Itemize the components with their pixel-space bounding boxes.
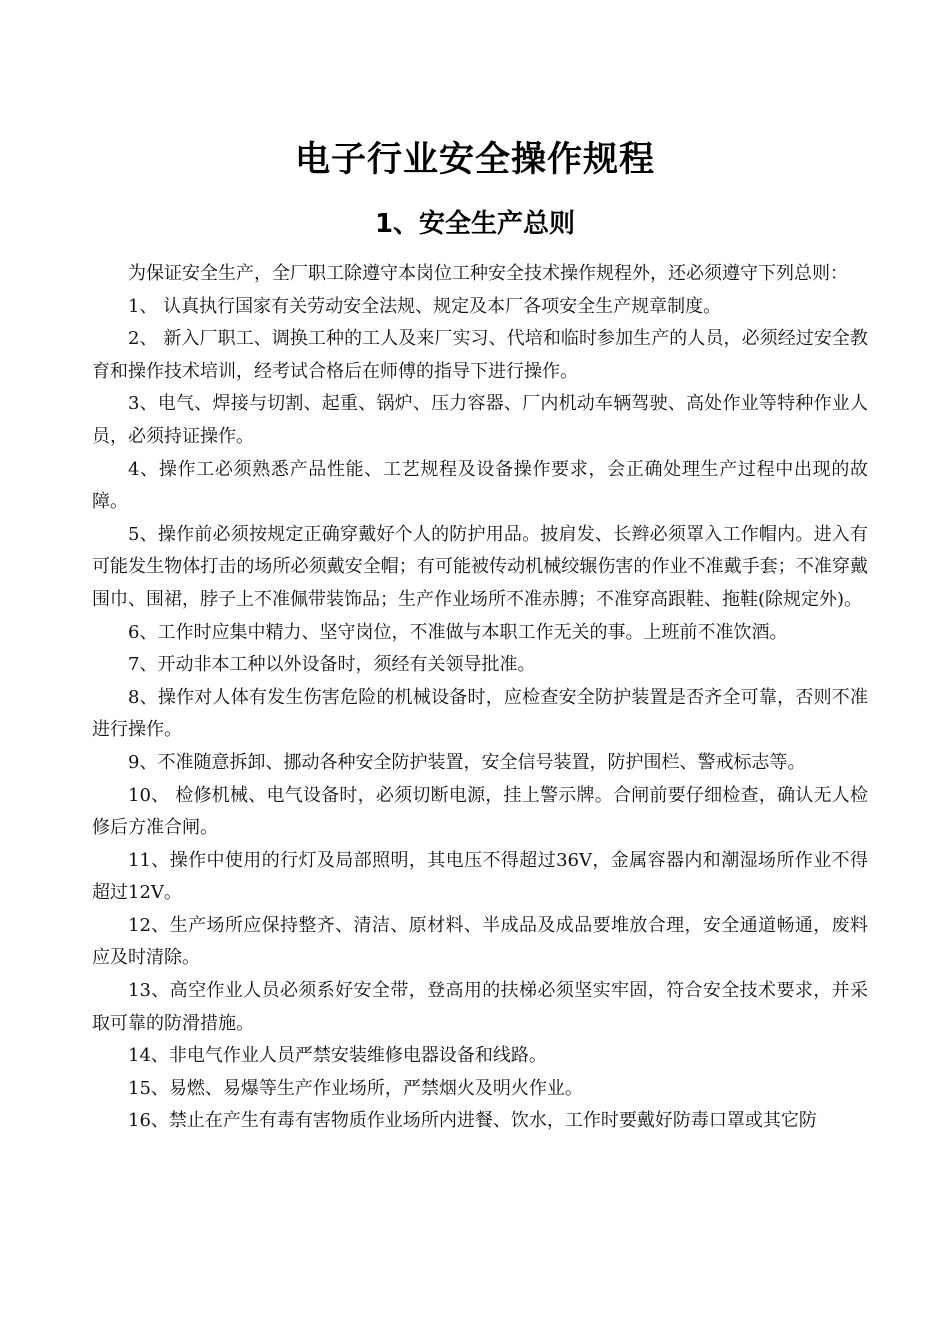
rule-item: 2、 新入厂职工、调换工种的工人及来厂实习、代培和临时参加生产的人员，必须经过安全教育和操作技术培训，经考试合格后在师傅的指导下进行操作。 <box>92 328 868 382</box>
rule-item: 12、生产场所应保持整齐、清洁、原材料、半成品及成品要堆放合理，安全通道畅通，废料应及时清除。 <box>92 914 868 969</box>
document-body <box>92 258 868 1138</box>
rule-item: 7、开动非本工种以外设备时，须经有关领导批准。 <box>128 654 536 676</box>
rule-item: 4、操作工必须熟悉产品性能、工艺规程及设备操作要求，会正确处理生产过程中出现的故障。 <box>92 458 868 513</box>
rule-item: 15、易燃、易爆等生产作业场所，严禁烟火及明火作业。 <box>128 1077 583 1099</box>
rule-item: 1、 认真执行国家有关劳动安全法规、规定及本厂各项安全生产规章制度。 <box>128 295 722 317</box>
document-title: 电子行业安全操作规程 <box>294 140 655 180</box>
rule-item: 9、不准随意拆卸、挪动各种安全防护装置，安全信号装置，防护围栏、警戒标志等。 <box>128 751 806 773</box>
rule-item: 11、操作中使用的行灯及局部照明，其电压不得超过36V，金属容器内和潮湿场所作业不得超过12V。 <box>92 849 868 904</box>
section-heading: 1、安全生产总则 <box>374 209 576 239</box>
rule-item: 13、高空作业人员必须系好安全带，登高用的扶梯必须坚实牢固，符合安全技术要求，并采取可靠的防滑措施。 <box>92 980 868 1034</box>
rule-item: 16、禁止在产生有毒有害物质作业场所内进餐、饮水，工作时要戴好防毒口罩或其它防 <box>128 1110 817 1132</box>
intro-paragraph: 为保证安全生产，全厂职工除遵守本岗位工种安全技术操作规程外，还必须遵守下列总则： <box>128 263 848 284</box>
rule-item: 3、电气、焊接与切割、起重、锅炉、压力容器、厂内机动车辆驾驶、高处作业等特种作业人员，必须持证操作。 <box>92 393 868 447</box>
rule-item: 14、非电气作业人员严禁安装维修电器设备和线路。 <box>128 1045 547 1067</box>
rule-item: 5、操作前必须按规定正确穿戴好个人的防护用品。披肩发、长辫必须罩入工作帽内。进入有可能发生物体打击的场所必须戴安全帽；有可能被传动机械绞辗伤害的作业不准戴手套；不准穿戴围巾、围裙，脖子上不准佩带装饰品；生产作业场所不准赤膊；不准穿高跟鞋、拖鞋(除规定外)。 <box>92 523 868 610</box>
rule-item: 8、操作对人体有发生伤害危险的机械设备时，应检查安全防护装置是否齐全可靠，否则不准进行操作。 <box>92 686 868 741</box>
rule-item: 6、工作时应集中精力、坚守岗位，不准做与本职工作无关的事。上班前不准饮酒。 <box>128 621 788 643</box>
rule-item: 10、 检修机械、电气设备时，必须切断电源，挂上警示牌。合闸前要仔细检查，确认无人检修后方准合闸。 <box>92 784 868 839</box>
